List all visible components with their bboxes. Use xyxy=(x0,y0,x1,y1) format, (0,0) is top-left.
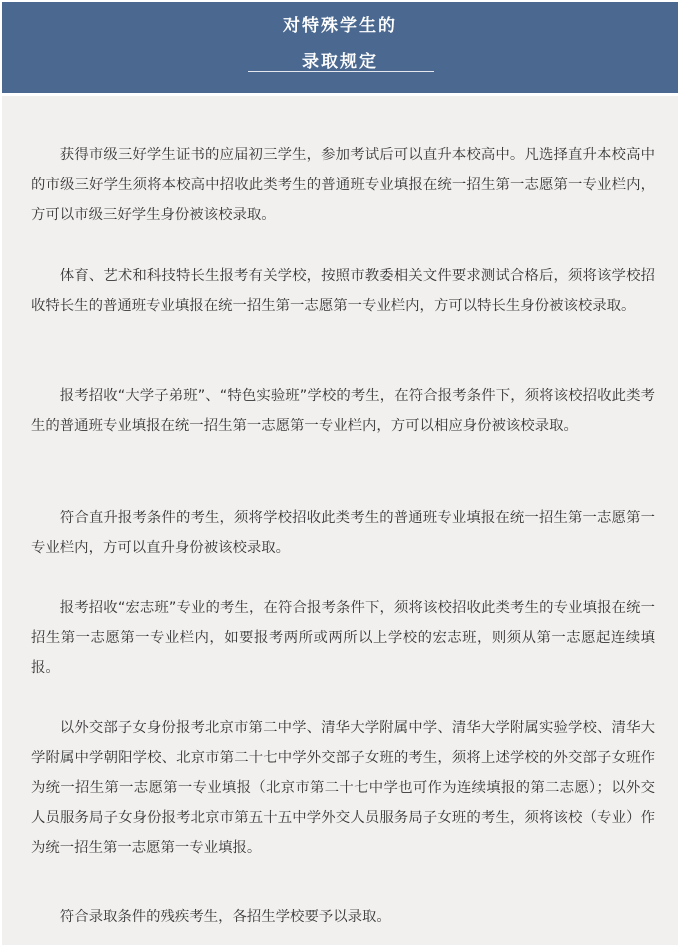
paragraph-2: 体育、艺术和科技特长生报考有关学校，按照市教委相关文件要求测试合格后，须将该学校招收特长生的普通班专业填报在统一招生第一志愿第一专业栏内，方可以特长生身份被该校录取。 xyxy=(31,268,655,314)
paragraph-7: 符合录取条件的残疾考生，各招生学校要予以录取。 xyxy=(59,909,391,925)
paragraph-5: 报考招收“宏志班”专业的考生，在符合报考条件下，须将该校招收此类考生的专业填报在统一招生第一志愿第一专业栏内，如要报考两所或两所以上学校的宏志班，则须从第一志愿起连续填报。 xyxy=(31,600,655,676)
paragraph-4: 符合直升报考条件的考生，须将学校招收此类考生的普通班专业填报在统一招生第一志愿第一专业栏内，方可以直升身份被该校录取。 xyxy=(31,510,655,556)
paragraph-3: 报考招收“大学子弟班”、“特色实验班”学校的考生，在符合报考条件下，须将该校招收此类考生的普通班专业填报在统一招生第一志愿第一专业栏内，方可以相应身份被该校录取。 xyxy=(31,388,655,434)
header-banner xyxy=(2,2,678,93)
page-title-line-2: 录取规定 xyxy=(302,52,378,72)
article-body xyxy=(2,96,678,945)
page-title-line-1: 对特殊学生的 xyxy=(283,16,397,36)
paragraph-1: 获得市级三好学生证书的应届初三学生，参加考试后可以直升本校高中。凡选择直升本校高中的市级三好学生须将本校高中招收此类考生的普通班专业填报在统一招生第一志愿第一专业栏内，方可以市级三好学生身份被该校录取。 xyxy=(31,147,655,223)
title-underline xyxy=(248,71,434,72)
paragraph-6: 以外交部子女身份报考北京市第二中学、清华大学附属中学、清华大学附属实验学校、清华大学附属中学朝阳学校、北京市第二十七中学外交部子女班的考生，须将上述学校的外交部子女班作为统一招生第一志愿第一专业填报（北京市第二十七中学也可作为连续填报的第二志愿）；以外交人员服务局子女身份报考北京市第五十五中学外交人员服务局子女班的考生，须将该校（专业）作为统一招生第一志愿第一专业填报。 xyxy=(31,720,655,856)
